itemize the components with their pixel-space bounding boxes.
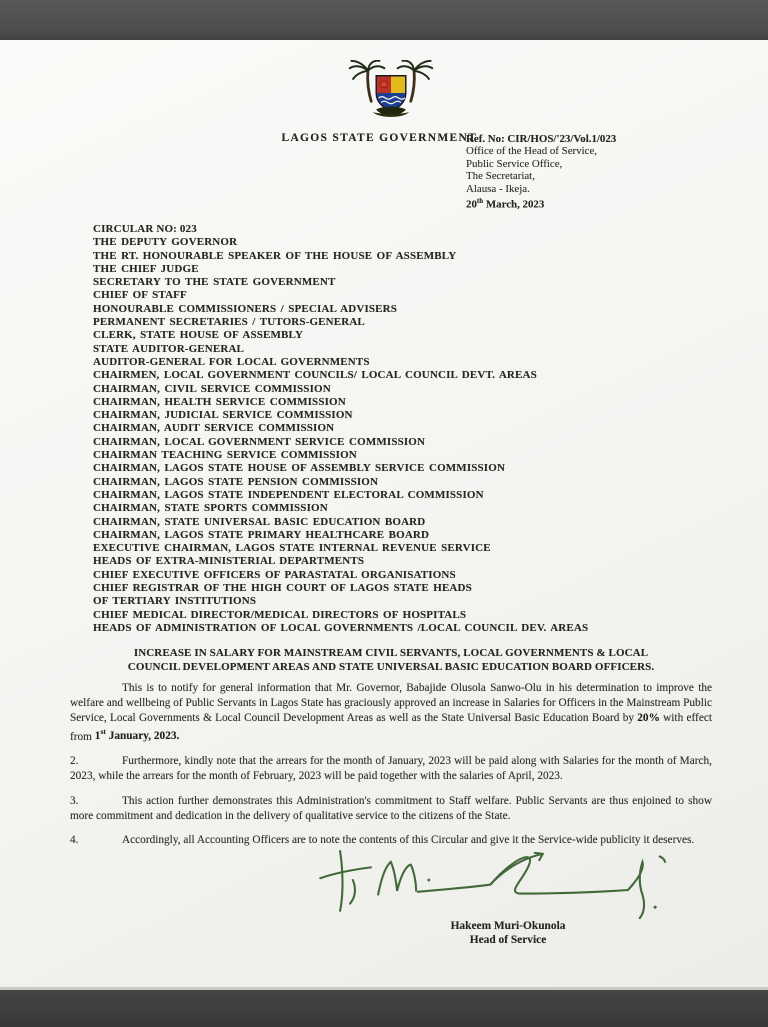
paragraph-2: 2. Furthermore, kindly note that the arrears for the month of January, 2023 will be paid along with Salaries for the month of March, 2023, while the arrears for the month of February, 2023 will be paid together with the salaries of April, 2023. bbox=[70, 755, 712, 782]
signatory-name: Hakeem Muri-Okunola bbox=[450, 920, 566, 933]
office-line: The Secretariat, bbox=[466, 170, 535, 183]
paragraph-1: This is to notify for general information that Mr. Governor, Babajide Olusola Sanwo-Olu in his determination to improve the welfare and wellbeing of Public Servants in Lagos State has graciously approved an increase in Salaries for Officers in the Mainstream Public Service, Local Governments & Local Council Development Areas as well as the State Universal Basic Education Board by 20% with effect from 1st January, 2023. bbox=[70, 682, 712, 743]
recipient-line: CHAIRMAN, STATE SPORTS COMMISSION bbox=[93, 502, 328, 515]
subject-heading bbox=[70, 646, 712, 674]
recipient-line: HEADS OF EXTRA-MINISTERIAL DEPARTMENTS bbox=[93, 555, 365, 568]
recipient-line: CHIEF REGISTRAR OF THE HIGH COURT OF LAGOS STATE HEADS bbox=[93, 582, 472, 595]
recipient-line: PERMANENT SECRETARIES / TUTORS-GENERAL bbox=[93, 316, 365, 329]
office-line: Alausa - Ikeja. bbox=[466, 182, 530, 195]
recipient-line: CHAIRMAN, LAGOS STATE INDEPENDENT ELECTORAL COMMISSION bbox=[93, 488, 484, 501]
recipient-line: CHIEF EXECUTIVE OFFICERS OF PARASTATAL ORGANISATIONS bbox=[93, 568, 456, 581]
recipient-line: CHAIRMAN, LAGOS STATE PRIMARY HEALTHCARE BOARD bbox=[93, 528, 430, 541]
subject-line: INCREASE IN SALARY FOR MAINSTREAM CIVIL SERVANTS, LOCAL GOVERNMENTS & LOCAL bbox=[133, 647, 649, 660]
recipient-line: CHAIRMAN, LAGOS STATE HOUSE OF ASSEMBLY SERVICE COMMISSION bbox=[93, 462, 506, 475]
document-header bbox=[70, 60, 712, 222]
recipient-line: CHIEF MEDICAL DIRECTOR/MEDICAL DIRECTORS OF HOSPITALS bbox=[93, 608, 467, 621]
subject-line: COUNCIL DEVELOPMENT AREAS AND STATE UNIVERSAL BASIC EDUCATION BOARD OFFICERS. bbox=[127, 661, 655, 674]
circular-number: CIRCULAR NO: 023 bbox=[93, 223, 197, 235]
org-name: LAGOS STATE GOVERNMENT bbox=[281, 132, 478, 144]
signatory-title: Head of Service bbox=[469, 933, 547, 946]
office-line: Public Service Office, bbox=[466, 157, 563, 170]
recipient-line: CHAIRMAN, HEALTH SERVICE COMMISSION bbox=[93, 395, 346, 408]
document-date: 20th March, 2023 bbox=[466, 197, 545, 211]
paragraph-number: 4. bbox=[70, 834, 79, 847]
lagos-coat-of-arms-logo bbox=[345, 60, 437, 126]
recipient-line: CHAIRMAN, STATE UNIVERSAL BASIC EDUCATION BOARD bbox=[93, 515, 426, 528]
paragraph-4: 4. Accordingly, all Accounting Officers are to note the contents of this Circular and give it the Service-wide publicity it deserves. bbox=[70, 834, 695, 847]
signature-ink bbox=[290, 842, 698, 928]
paragraph-number: 3. bbox=[70, 794, 79, 807]
recipient-line: THE CHIEF JUDGE bbox=[93, 262, 199, 275]
recipient-line: THE DEPUTY GOVERNOR bbox=[93, 236, 238, 249]
recipient-line: AUDITOR-GENERAL FOR LOCAL GOVERNMENTS bbox=[93, 355, 370, 368]
document-body bbox=[70, 681, 712, 848]
recipient-line: CHAIRMEN, LOCAL GOVERNMENT COUNCILS/ LOCAL COUNCIL DEVT. AREAS bbox=[93, 369, 537, 382]
paragraph-number: 2. bbox=[70, 755, 79, 768]
recipient-line: CHAIRMAN, LAGOS STATE PENSION COMMISSION bbox=[93, 475, 379, 488]
letterbox-top bbox=[0, 0, 768, 40]
recipient-line: CHAIRMAN, LOCAL GOVERNMENT SERVICE COMMISSION bbox=[93, 435, 426, 448]
paragraph-3: 3. This action further demonstrates this Administration's commitment to Staff welfare. Public Servants are thus enjoined to show more commitment and dedication in the delivery of qualitative service to the citizens of the State. bbox=[70, 794, 712, 822]
recipient-list bbox=[93, 236, 712, 635]
recipient-line: CHAIRMAN, JUDICIAL SERVICE COMMISSION bbox=[93, 409, 353, 422]
signature-block bbox=[70, 858, 712, 976]
ref-block bbox=[466, 133, 616, 211]
recipient-line: CHAIRMAN, CIVIL SERVICE COMMISSION bbox=[93, 382, 331, 395]
letterbox-bottom bbox=[0, 990, 768, 1027]
recipient-line: SECRETARY TO THE STATE GOVERNMENT bbox=[93, 276, 336, 289]
circular-document bbox=[0, 40, 768, 990]
recipient-line: THE RT. HONOURABLE SPEAKER OF THE HOUSE OF ASSEMBLY bbox=[93, 249, 457, 262]
ref-number: Ref. No: CIR/HOS/'23/Vol.1/023 bbox=[466, 133, 617, 145]
recipient-line: HEADS OF ADMINISTRATION OF LOCAL GOVERNMENTS /LOCAL COUNCIL DEV. AREAS bbox=[93, 621, 589, 634]
recipient-line: CHAIRMAN, AUDIT SERVICE COMMISSION bbox=[93, 422, 335, 435]
recipient-line: HONOURABLE COMMISSIONERS / SPECIAL ADVISERS bbox=[93, 302, 398, 315]
recipient-line: OF TERTIARY INSTITUTIONS bbox=[93, 595, 257, 608]
recipient-line: EXECUTIVE CHAIRMAN, LAGOS STATE INTERNAL REVENUE SERVICE bbox=[93, 542, 491, 555]
recipient-line: STATE AUDITOR-GENERAL bbox=[93, 342, 245, 355]
recipient-line: CHAIRMAN TEACHING SERVICE COMMISSION bbox=[93, 449, 357, 462]
recipient-line: CHIEF OF STAFF bbox=[93, 289, 187, 302]
recipient-line: CLERK, STATE HOUSE OF ASSEMBLY bbox=[93, 329, 304, 342]
signatory bbox=[451, 920, 566, 948]
office-line: Office of the Head of Service, bbox=[466, 145, 598, 158]
